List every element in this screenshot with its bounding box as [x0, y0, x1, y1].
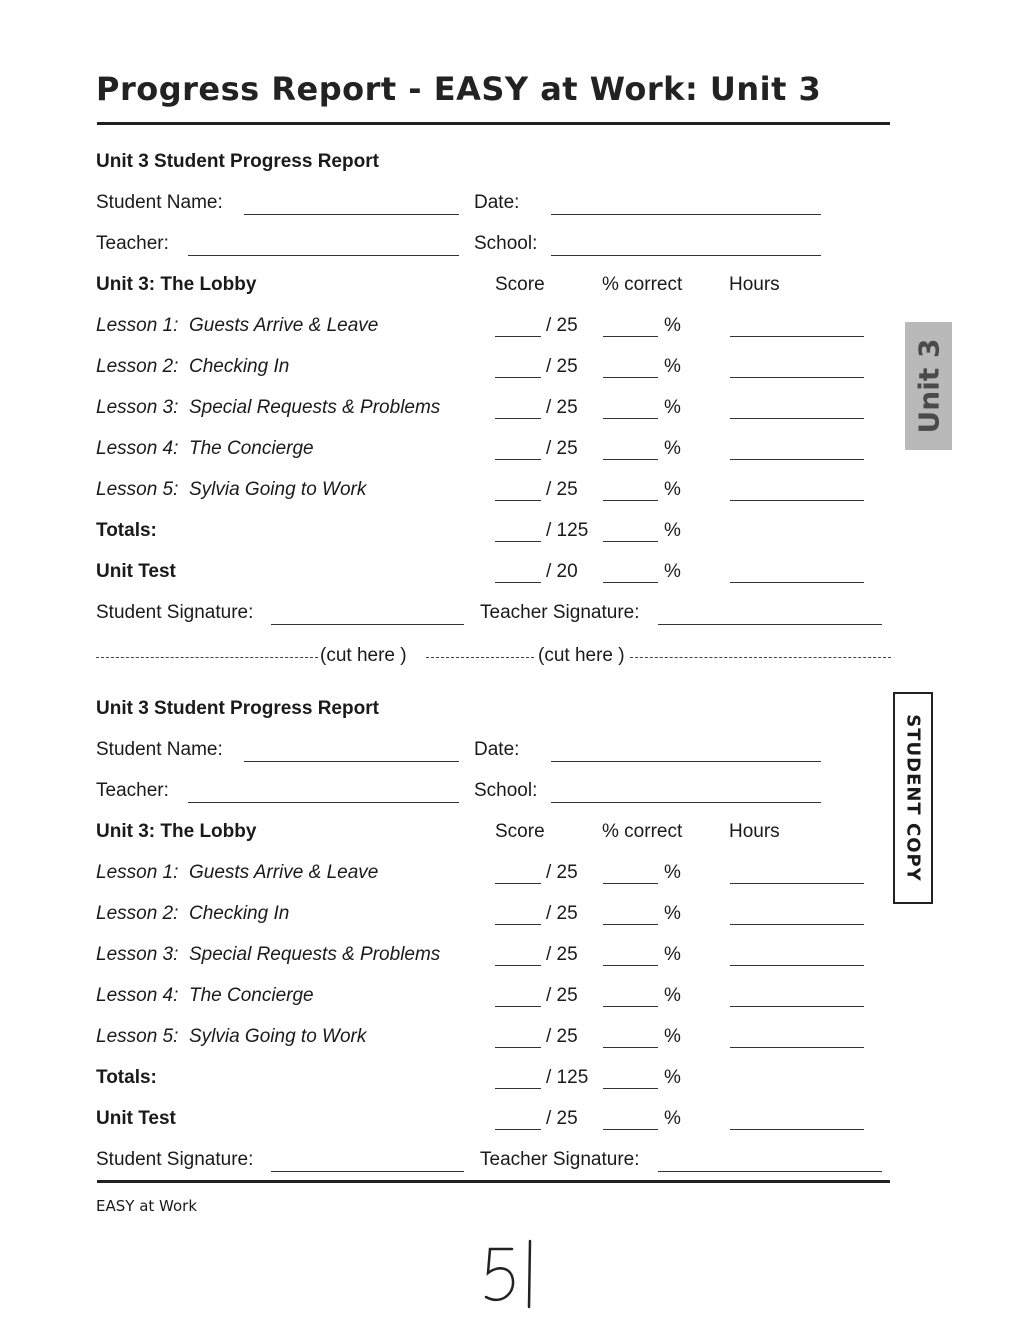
lesson-score-field[interactable]: [495, 965, 541, 966]
title-divider: [97, 122, 890, 125]
lesson-percent-sign: %: [664, 315, 681, 336]
unit-test-percent-sign: %: [664, 1108, 681, 1129]
totals-max: / 125: [546, 520, 589, 541]
lesson-max-score: / 25: [546, 397, 578, 418]
teacher-field[interactable]: [188, 802, 459, 803]
lesson-hours-field[interactable]: [730, 459, 864, 460]
lesson-percent-field[interactable]: [603, 336, 658, 337]
date-label: Date:: [474, 192, 520, 213]
lesson-score-field[interactable]: [495, 1047, 541, 1048]
lesson-score-field[interactable]: [495, 336, 541, 337]
percent-header: % correct: [602, 821, 683, 842]
student-copy-label: STUDENT COPY: [902, 714, 924, 882]
lesson-hours-field[interactable]: [730, 924, 864, 925]
lesson-hours-field[interactable]: [730, 336, 864, 337]
unit-side-tab-label: Unit 3: [912, 338, 945, 434]
lesson-name: The Concierge: [188, 985, 314, 1006]
lesson-percent-field[interactable]: [603, 883, 658, 884]
lesson-hours-field[interactable]: [730, 883, 864, 884]
lesson-max-score: / 25: [546, 438, 578, 459]
handwritten-page-number: [482, 1235, 552, 1315]
student-name-label: Student Name:: [96, 739, 223, 760]
lesson-percent-sign: %: [664, 903, 681, 924]
lesson-label: [96, 903, 289, 925]
student-signature-field[interactable]: [271, 1171, 464, 1172]
totals-percent-sign: %: [664, 520, 681, 541]
unit-label: Unit 3: The Lobby: [96, 821, 257, 842]
cut-dash-middle: [426, 657, 534, 658]
unit-test-score-field[interactable]: [495, 582, 541, 583]
lesson-max-score: / 25: [546, 1026, 578, 1047]
cut-label-right: (cut here ): [538, 645, 625, 666]
unit-test-label: Unit Test: [96, 561, 176, 582]
lesson-number: Lesson 1:: [96, 862, 179, 883]
school-field[interactable]: [551, 255, 821, 256]
lesson-hours-field[interactable]: [730, 1006, 864, 1007]
student-signature-label: Student Signature:: [96, 1149, 254, 1170]
totals-percent-field[interactable]: [603, 541, 658, 542]
lesson-name: Sylvia Going to Work: [188, 1026, 367, 1047]
totals-percent-field[interactable]: [603, 1088, 658, 1089]
lesson-number: Lesson 4:: [96, 438, 179, 459]
lesson-number: Lesson 4:: [96, 985, 179, 1006]
teacher-signature-label: Teacher Signature:: [480, 1149, 640, 1170]
lesson-percent-field[interactable]: [603, 459, 658, 460]
lesson-max-score: / 25: [546, 315, 578, 336]
lesson-score-field[interactable]: [495, 418, 541, 419]
totals-label: Totals:: [96, 1067, 157, 1088]
totals-max: / 125: [546, 1067, 589, 1088]
lesson-percent-field[interactable]: [603, 1047, 658, 1048]
teacher-signature-field[interactable]: [658, 1171, 882, 1172]
lesson-percent-field[interactable]: [603, 500, 658, 501]
lesson-percent-field[interactable]: [603, 1006, 658, 1007]
student-signature-field[interactable]: [271, 624, 464, 625]
unit-test-max: / 25: [546, 1108, 578, 1129]
lesson-percent-sign: %: [664, 397, 681, 418]
totals-score-field[interactable]: [495, 1088, 541, 1089]
page-title: Progress Report - EASY at Work: Unit 3: [96, 70, 822, 108]
cut-label-left: (cut here ): [320, 645, 407, 666]
lesson-max-score: / 25: [546, 479, 578, 500]
hours-header: Hours: [729, 274, 780, 295]
teacher-label: Teacher:: [96, 780, 169, 801]
teacher-label: Teacher:: [96, 233, 169, 254]
school-label: School:: [474, 780, 538, 801]
lesson-percent-sign: %: [664, 479, 681, 500]
lesson-name: Special Requests & Problems: [188, 944, 441, 965]
school-label: School:: [474, 233, 538, 254]
lesson-score-field[interactable]: [495, 883, 541, 884]
lesson-number: Lesson 3:: [96, 397, 179, 418]
student-name-label: Student Name:: [96, 192, 223, 213]
lesson-number: Lesson 2:: [96, 356, 179, 377]
student-name-field[interactable]: [244, 214, 459, 215]
lesson-name: Checking In: [188, 903, 290, 924]
report-heading: Unit 3 Student Progress Report: [96, 151, 379, 172]
lesson-percent-sign: %: [664, 438, 681, 459]
lesson-name: Sylvia Going to Work: [188, 479, 367, 500]
score-header: Score: [495, 274, 545, 295]
lesson-name: The Concierge: [188, 438, 314, 459]
lesson-score-field[interactable]: [495, 459, 541, 460]
lesson-label: [96, 315, 378, 337]
lesson-number: Lesson 3:: [96, 944, 179, 965]
lesson-percent-field[interactable]: [603, 377, 658, 378]
lesson-score-field[interactable]: [495, 924, 541, 925]
lesson-hours-field[interactable]: [730, 500, 864, 501]
hours-header: Hours: [729, 821, 780, 842]
lesson-percent-sign: %: [664, 356, 681, 377]
lesson-name: Special Requests & Problems: [188, 397, 441, 418]
lesson-name: Checking In: [188, 356, 290, 377]
lesson-max-score: / 25: [546, 985, 578, 1006]
lesson-hours-field[interactable]: [730, 377, 864, 378]
lesson-score-field[interactable]: [495, 500, 541, 501]
school-field[interactable]: [551, 802, 821, 803]
cut-dash-left: [96, 657, 318, 658]
teacher-field[interactable]: [188, 255, 459, 256]
lesson-label: [96, 397, 440, 419]
progress-report: [0, 682, 1024, 1202]
lesson-label: [96, 356, 289, 378]
lesson-percent-field[interactable]: [603, 965, 658, 966]
lesson-number: Lesson 5:: [96, 1026, 179, 1047]
lesson-percent-sign: %: [664, 862, 681, 883]
lesson-max-score: / 25: [546, 944, 578, 965]
lesson-number: Lesson 1:: [96, 315, 179, 336]
score-header: Score: [495, 821, 545, 842]
footer-text: EASY at Work: [96, 1197, 198, 1215]
lesson-percent-sign: %: [664, 985, 681, 1006]
cut-dash-right: [630, 657, 891, 658]
lesson-number: Lesson 5:: [96, 479, 179, 500]
lesson-number: Lesson 2:: [96, 903, 179, 924]
percent-header: % correct: [602, 274, 683, 295]
student-signature-label: Student Signature:: [96, 602, 254, 623]
lesson-score-field[interactable]: [495, 377, 541, 378]
unit-test-percent-field[interactable]: [603, 582, 658, 583]
totals-label: Totals:: [96, 520, 157, 541]
report-heading: Unit 3 Student Progress Report: [96, 698, 379, 719]
lesson-label: [96, 985, 314, 1007]
teacher-signature-field[interactable]: [658, 624, 882, 625]
unit-test-score-field[interactable]: [495, 1129, 541, 1130]
unit-test-hours-field[interactable]: [730, 1129, 864, 1130]
lesson-hours-field[interactable]: [730, 1047, 864, 1048]
date-field[interactable]: [551, 214, 821, 215]
totals-percent-sign: %: [664, 1067, 681, 1088]
lesson-percent-field[interactable]: [603, 418, 658, 419]
lesson-label: [96, 862, 378, 884]
lesson-percent-field[interactable]: [603, 924, 658, 925]
lesson-name: Guests Arrive & Leave: [188, 862, 379, 883]
date-field[interactable]: [551, 761, 821, 762]
student-name-field[interactable]: [244, 761, 459, 762]
progress-report: [0, 135, 1024, 655]
unit-test-percent-field[interactable]: [603, 1129, 658, 1130]
lesson-score-field[interactable]: [495, 1006, 541, 1007]
totals-score-field[interactable]: [495, 541, 541, 542]
unit-label: Unit 3: The Lobby: [96, 274, 257, 295]
lesson-hours-field[interactable]: [730, 418, 864, 419]
date-label: Date:: [474, 739, 520, 760]
lesson-max-score: / 25: [546, 903, 578, 924]
lesson-label: [96, 1026, 366, 1048]
lesson-max-score: / 25: [546, 862, 578, 883]
lesson-hours-field[interactable]: [730, 965, 864, 966]
lesson-label: [96, 944, 440, 966]
lesson-percent-sign: %: [664, 1026, 681, 1047]
unit-test-max: / 20: [546, 561, 578, 582]
lesson-name: Guests Arrive & Leave: [188, 315, 379, 336]
unit-test-label: Unit Test: [96, 1108, 176, 1129]
teacher-signature-label: Teacher Signature:: [480, 602, 640, 623]
lesson-percent-sign: %: [664, 944, 681, 965]
unit-test-hours-field[interactable]: [730, 582, 864, 583]
unit-test-percent-sign: %: [664, 561, 681, 582]
lesson-max-score: / 25: [546, 356, 578, 377]
lesson-label: [96, 438, 314, 460]
lesson-label: [96, 479, 366, 501]
